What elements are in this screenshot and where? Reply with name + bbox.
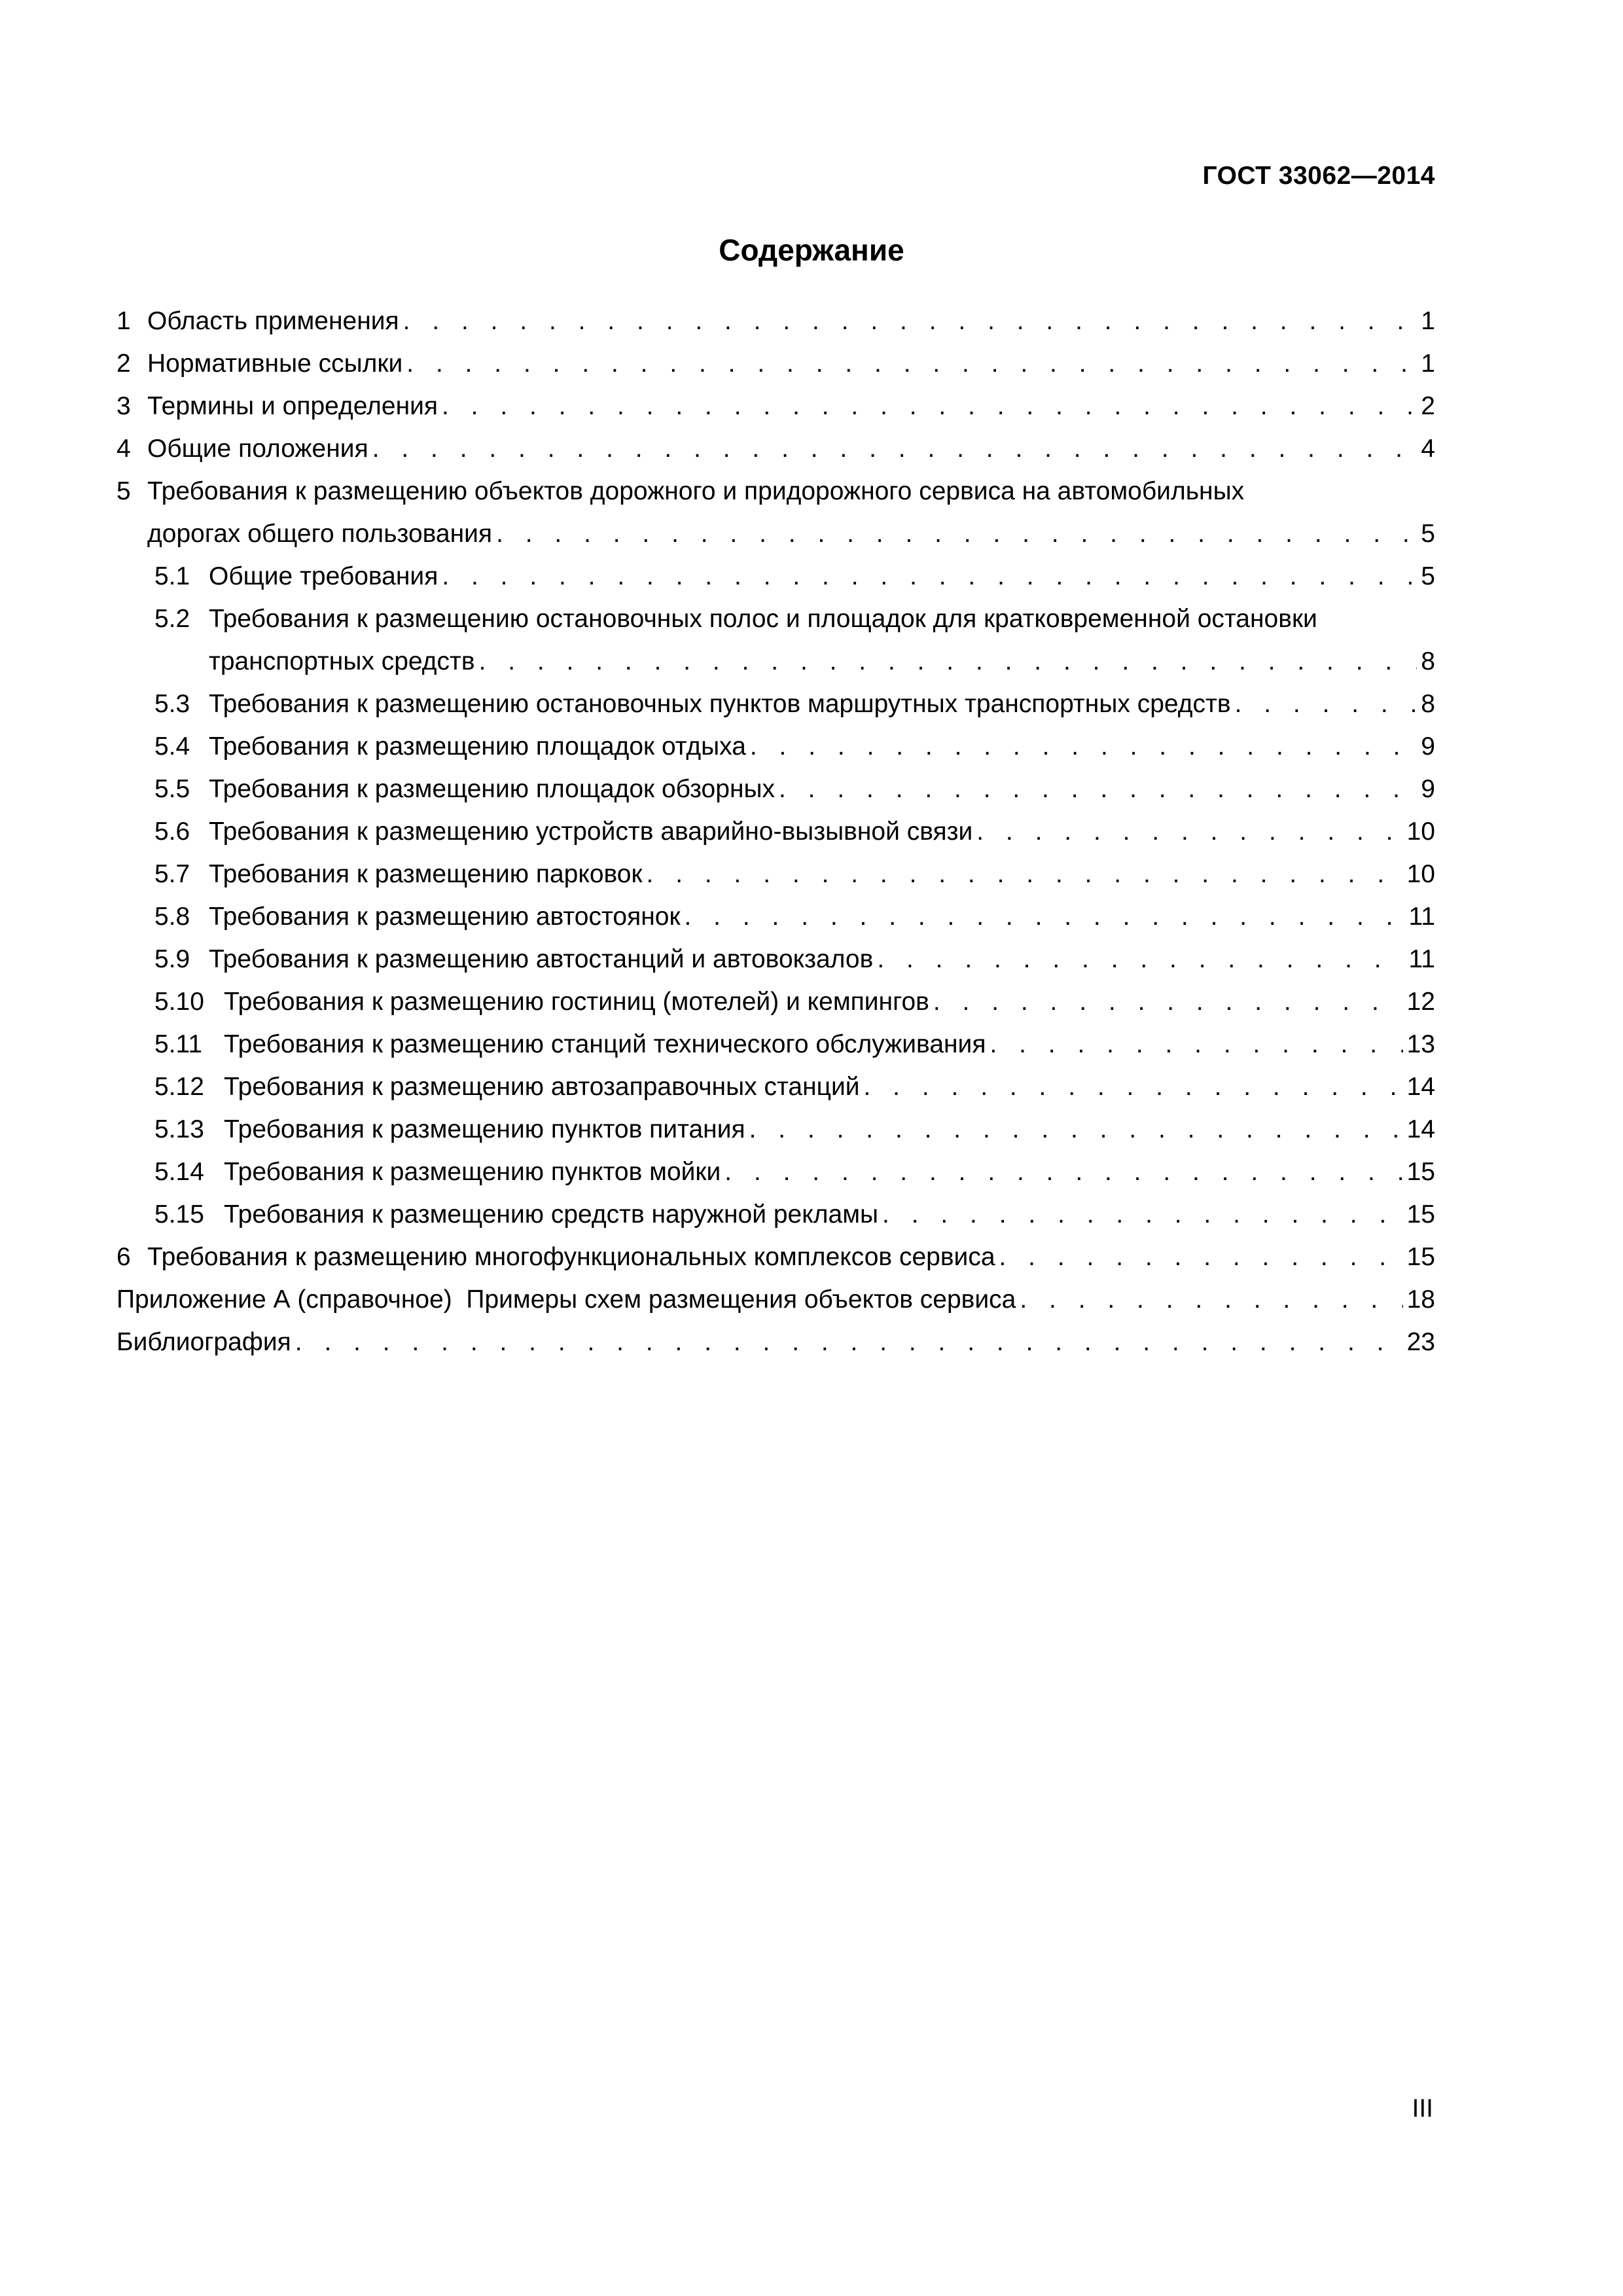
toc-entry-label: Общие требования bbox=[209, 562, 438, 590]
toc-entry[interactable] bbox=[116, 895, 1435, 938]
toc-entry-label: Требования к размещению автостанций и автовокзалов bbox=[209, 945, 874, 973]
toc-entry-page: 9 bbox=[1421, 775, 1435, 803]
dot-leader bbox=[999, 1236, 1403, 1278]
toc-entry[interactable] bbox=[116, 810, 1435, 853]
toc-entry-label: Область применения bbox=[147, 307, 399, 335]
dot-leader bbox=[442, 555, 1417, 598]
dot-leader bbox=[403, 300, 1417, 342]
toc-entry[interactable] bbox=[116, 853, 1435, 895]
toc-entry-page: 4 bbox=[1421, 435, 1435, 463]
toc-entry[interactable] bbox=[116, 1193, 1435, 1236]
toc-entry[interactable] bbox=[116, 683, 1435, 725]
toc-entry-page: 10 bbox=[1406, 860, 1435, 888]
toc-entry[interactable] bbox=[116, 1108, 1435, 1151]
toc-entry-page: 14 bbox=[1406, 1073, 1435, 1101]
toc-entry-number: 5.3 bbox=[154, 690, 190, 718]
toc-entry-page: 15 bbox=[1406, 1243, 1435, 1271]
toc-entry-number: 5.10 bbox=[154, 988, 204, 1016]
dot-leader bbox=[976, 810, 1402, 853]
toc-entry[interactable] bbox=[116, 725, 1435, 768]
toc-entry-label: Требования к размещению остановочных пунктов маршрутных транспортных средств bbox=[209, 690, 1231, 718]
toc-entry-page: 13 bbox=[1406, 1030, 1435, 1058]
toc-entry[interactable] bbox=[116, 555, 1435, 598]
toc-entry[interactable] bbox=[116, 938, 1435, 980]
toc-entry-label: Термины и определения bbox=[147, 392, 438, 420]
toc-entry[interactable] bbox=[116, 1236, 1435, 1278]
page-title: Содержание bbox=[719, 233, 904, 267]
toc-entry-label: Требования к размещению автозаправочных станций bbox=[224, 1073, 860, 1101]
toc-entry[interactable] bbox=[116, 1151, 1435, 1193]
dot-leader bbox=[750, 725, 1417, 768]
table-of-contents bbox=[116, 300, 1435, 1363]
toc-entry-label: Требования к размещению средств наружной рекламы bbox=[224, 1200, 879, 1229]
toc-entry-number: 5.13 bbox=[154, 1115, 204, 1143]
document-id: ГОСТ 33062—2014 bbox=[1202, 162, 1435, 190]
toc-entry-number: 3 bbox=[116, 392, 131, 420]
toc-entry-number: 5.14 bbox=[154, 1158, 204, 1186]
toc-entry-page: 18 bbox=[1406, 1285, 1435, 1314]
dot-leader bbox=[372, 427, 1417, 470]
toc-entry-number: 1 bbox=[116, 307, 131, 335]
dot-leader bbox=[877, 938, 1404, 980]
toc-entry[interactable] bbox=[116, 470, 1435, 555]
dot-leader bbox=[647, 853, 1403, 895]
dot-leader bbox=[724, 1151, 1402, 1193]
toc-entry-number: 6 bbox=[116, 1243, 131, 1271]
toc-entry-page: 14 bbox=[1406, 1115, 1435, 1143]
toc-entry-label: Требования к размещению площадок отдыха bbox=[209, 732, 746, 761]
dot-leader bbox=[1235, 683, 1417, 725]
toc-entry-page: 8 bbox=[1421, 690, 1435, 718]
toc-entry-number: 5.11 bbox=[154, 1030, 203, 1058]
toc-entry-label: Требования к размещению площадок обзорных bbox=[209, 775, 776, 803]
toc-entry-number: 5.9 bbox=[154, 945, 190, 973]
toc-entry-label: Требования к размещению станций технического обслуживания bbox=[224, 1030, 986, 1058]
toc-entry-number: 4 bbox=[116, 435, 131, 463]
toc-entry-number: 5.1 bbox=[154, 562, 190, 590]
dot-leader bbox=[442, 385, 1417, 427]
dot-leader bbox=[864, 1066, 1403, 1108]
toc-entry-label-line1: Требования к размещению объектов дорожного и придорожного сервиса на автомобильных bbox=[147, 477, 1245, 505]
toc-entry-page: 15 bbox=[1406, 1200, 1435, 1229]
toc-entry-page: 9 bbox=[1421, 732, 1435, 761]
toc-entry-number: 5.15 bbox=[154, 1200, 204, 1229]
toc-entry-page: 11 bbox=[1408, 903, 1435, 931]
toc-entry-number: 5.8 bbox=[154, 903, 190, 931]
toc-entry-label: Общие положения bbox=[147, 435, 368, 463]
toc-entry[interactable] bbox=[116, 342, 1435, 385]
toc-entry-page: 15 bbox=[1406, 1158, 1435, 1186]
toc-entry-label: Приложение А (справочное) Примеры схем размещения объектов сервиса bbox=[116, 1285, 1016, 1314]
toc-entry-page: 12 bbox=[1406, 988, 1435, 1016]
toc-entry-label: Требования к размещению устройств аварийно-вызывной связи bbox=[209, 817, 973, 846]
toc-entry-number: 5.12 bbox=[154, 1073, 204, 1101]
toc-entry-page: 23 bbox=[1406, 1328, 1435, 1356]
toc-entry-page: 5 bbox=[1421, 520, 1435, 548]
toc-entry-label-line2: дорогах общего пользования bbox=[147, 520, 493, 548]
toc-entry-label: Нормативные ссылки bbox=[147, 350, 403, 378]
toc-entry-label: Библиография bbox=[116, 1328, 291, 1356]
dot-leader bbox=[406, 342, 1417, 385]
toc-entry-label-line2: транспортных средств bbox=[209, 647, 475, 675]
toc-entry[interactable] bbox=[116, 1023, 1435, 1066]
toc-entry-bibliography[interactable] bbox=[116, 1321, 1435, 1363]
toc-entry-number: 5.6 bbox=[154, 817, 190, 846]
toc-entry[interactable] bbox=[116, 980, 1435, 1023]
dot-leader bbox=[749, 1108, 1403, 1151]
toc-entry-label-line1: Требования к размещению остановочных полос и площадок для кратковременной остановки bbox=[209, 605, 1317, 633]
dot-leader bbox=[779, 768, 1417, 810]
toc-entry-page: 8 bbox=[1421, 647, 1435, 675]
toc-entry[interactable] bbox=[116, 427, 1435, 470]
dot-leader bbox=[479, 640, 1417, 683]
toc-entry-number: 5 bbox=[116, 477, 131, 505]
toc-entry-label: Требования к размещению автостоянок bbox=[209, 903, 681, 931]
toc-entry[interactable] bbox=[116, 385, 1435, 427]
toc-entry-label: Требования к размещению пунктов питания bbox=[224, 1115, 745, 1143]
toc-entry-page: 1 bbox=[1421, 350, 1435, 378]
toc-entry-page: 2 bbox=[1421, 392, 1435, 420]
dot-leader bbox=[496, 512, 1417, 555]
toc-entry-number: 5.2 bbox=[154, 605, 190, 633]
toc-entry[interactable] bbox=[116, 768, 1435, 810]
toc-entry-page: 1 bbox=[1421, 307, 1435, 335]
toc-entry-label: Требования к размещению пунктов мойки bbox=[224, 1158, 721, 1186]
dot-leader bbox=[933, 980, 1403, 1023]
toc-entry-page: 11 bbox=[1408, 945, 1435, 973]
toc-entry-label: Требования к размещению парковок bbox=[209, 860, 643, 888]
toc-entry-number: 2 bbox=[116, 350, 131, 378]
toc-entry[interactable] bbox=[116, 598, 1435, 683]
toc-entry-number: 5.4 bbox=[154, 732, 190, 761]
dot-leader bbox=[685, 895, 1405, 938]
dot-leader bbox=[295, 1321, 1403, 1363]
dot-leader bbox=[882, 1193, 1403, 1236]
dot-leader bbox=[990, 1023, 1402, 1066]
toc-entry-page: 5 bbox=[1421, 562, 1435, 590]
toc-entry-number: 5.7 bbox=[154, 860, 190, 888]
toc-entry[interactable] bbox=[116, 1066, 1435, 1108]
toc-entry-label: Требования к размещению гостиниц (мотелей) и кемпингов bbox=[224, 988, 929, 1016]
toc-entry-number: 5.5 bbox=[154, 775, 190, 803]
toc-entry-page: 10 bbox=[1406, 817, 1435, 846]
page-number: III bbox=[1412, 2094, 1433, 2123]
toc-entry-appendix[interactable] bbox=[116, 1278, 1435, 1321]
dot-leader bbox=[1020, 1278, 1402, 1321]
toc-entry-label: Требования к размещению многофункциональных комплексов сервиса bbox=[147, 1243, 995, 1271]
toc-entry[interactable] bbox=[116, 300, 1435, 342]
